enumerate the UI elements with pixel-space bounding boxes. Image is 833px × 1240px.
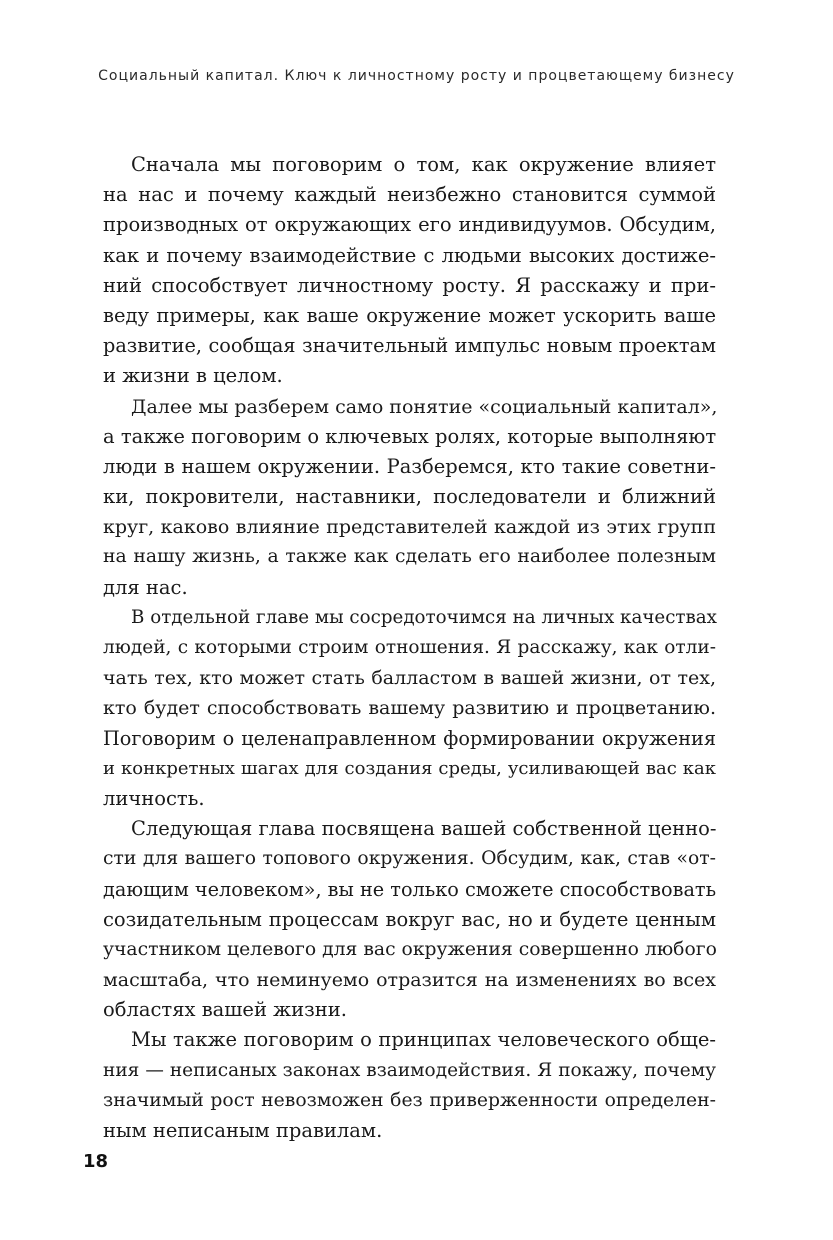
text-line: чать тех, кто может стать балластом в вашей жизни, от тех, — [103, 667, 716, 690]
text-line: веду примеры, как ваше окружение может ускорить ваше — [103, 303, 716, 327]
paragraph — [103, 814, 716, 1025]
text-line: Следующая глава посвящена вашей собственной ценно- — [131, 817, 717, 841]
text-line: развитие, сообщая значительный импульс новым проектам — [103, 334, 716, 358]
text-line: люди в нашем окружении. Разберемся, кто такие советни- — [103, 454, 716, 478]
text-line: на нас и почему каждый неизбежно становится суммой — [103, 183, 716, 207]
text-line: а также поговорим о ключевых ролях, которые выполняют — [103, 424, 717, 448]
text-line: созидательным процессам вокруг вас, но и будете ценным — [103, 907, 716, 931]
text-line: и жизни в целом. — [103, 364, 283, 388]
paragraph — [103, 603, 716, 814]
text-line: ния — неписаных законах взаимодействия. Я покажу, почему — [103, 1059, 716, 1081]
text-line: масштаба, что неминуемо отразится на изменениях во всех — [103, 969, 716, 992]
text-line: Далее мы разберем само понятие «социальный капитал», — [131, 395, 718, 418]
page-number: 18 — [83, 1151, 109, 1172]
text-line: сти для вашего топового окружения. Обсудим, как, став «от- — [103, 848, 716, 870]
text-line: ным неписаным правилам. — [103, 1119, 383, 1142]
text-line: В отдельной главе мы сосредоточимся на личных качествах — [131, 606, 717, 628]
body-text — [103, 150, 716, 1146]
text-line: личность. — [103, 786, 205, 810]
paragraph — [103, 1025, 716, 1146]
text-line: значимый рост невозможен без приверженности определен- — [103, 1089, 716, 1111]
text-line: на нашу жизнь, а также как сделать его наиболее полезным — [103, 546, 716, 568]
text-line: как и почему взаимодействие с людьми высоких достиже- — [103, 243, 716, 267]
text-line: Мы также поговорим о принципах человеческого обще- — [131, 1028, 716, 1052]
paragraph — [103, 150, 716, 392]
text-line: и конкретных шагах для создания среды, усиливающей вас как — [103, 757, 716, 779]
text-line: для нас. — [103, 575, 188, 599]
text-line: круг, каково влияние представителей каждой из этих групп — [103, 516, 716, 539]
text-line: областях вашей жизни. — [103, 998, 347, 1022]
text-line: Сначала мы поговорим о том, как окружение влияет — [131, 153, 716, 176]
text-line: ки, покровители, наставники, последователи и ближний — [103, 485, 716, 509]
text-line: людей, с которыми строим отношения. Я расскажу, как отли- — [103, 637, 716, 658]
paragraph — [103, 392, 716, 603]
text-line: дающим человеком», вы не только сможете способствовать — [103, 877, 717, 901]
running-header: Социальный капитал. Ключ к личностному росту и процветающему бизнесу — [98, 68, 735, 84]
text-line: производных от окружающих его индивидуумов. Обсудим, — [103, 213, 716, 237]
text-line: ний способствует личностному росту. Я расскажу и при- — [103, 273, 716, 297]
text-line: участником целевого для вас окружения совершенно любого — [103, 938, 717, 960]
text-line: кто будет способствовать вашему развитию и процветанию. — [103, 697, 716, 720]
text-line: Поговорим о целенаправленном формировании окружения — [103, 726, 716, 750]
